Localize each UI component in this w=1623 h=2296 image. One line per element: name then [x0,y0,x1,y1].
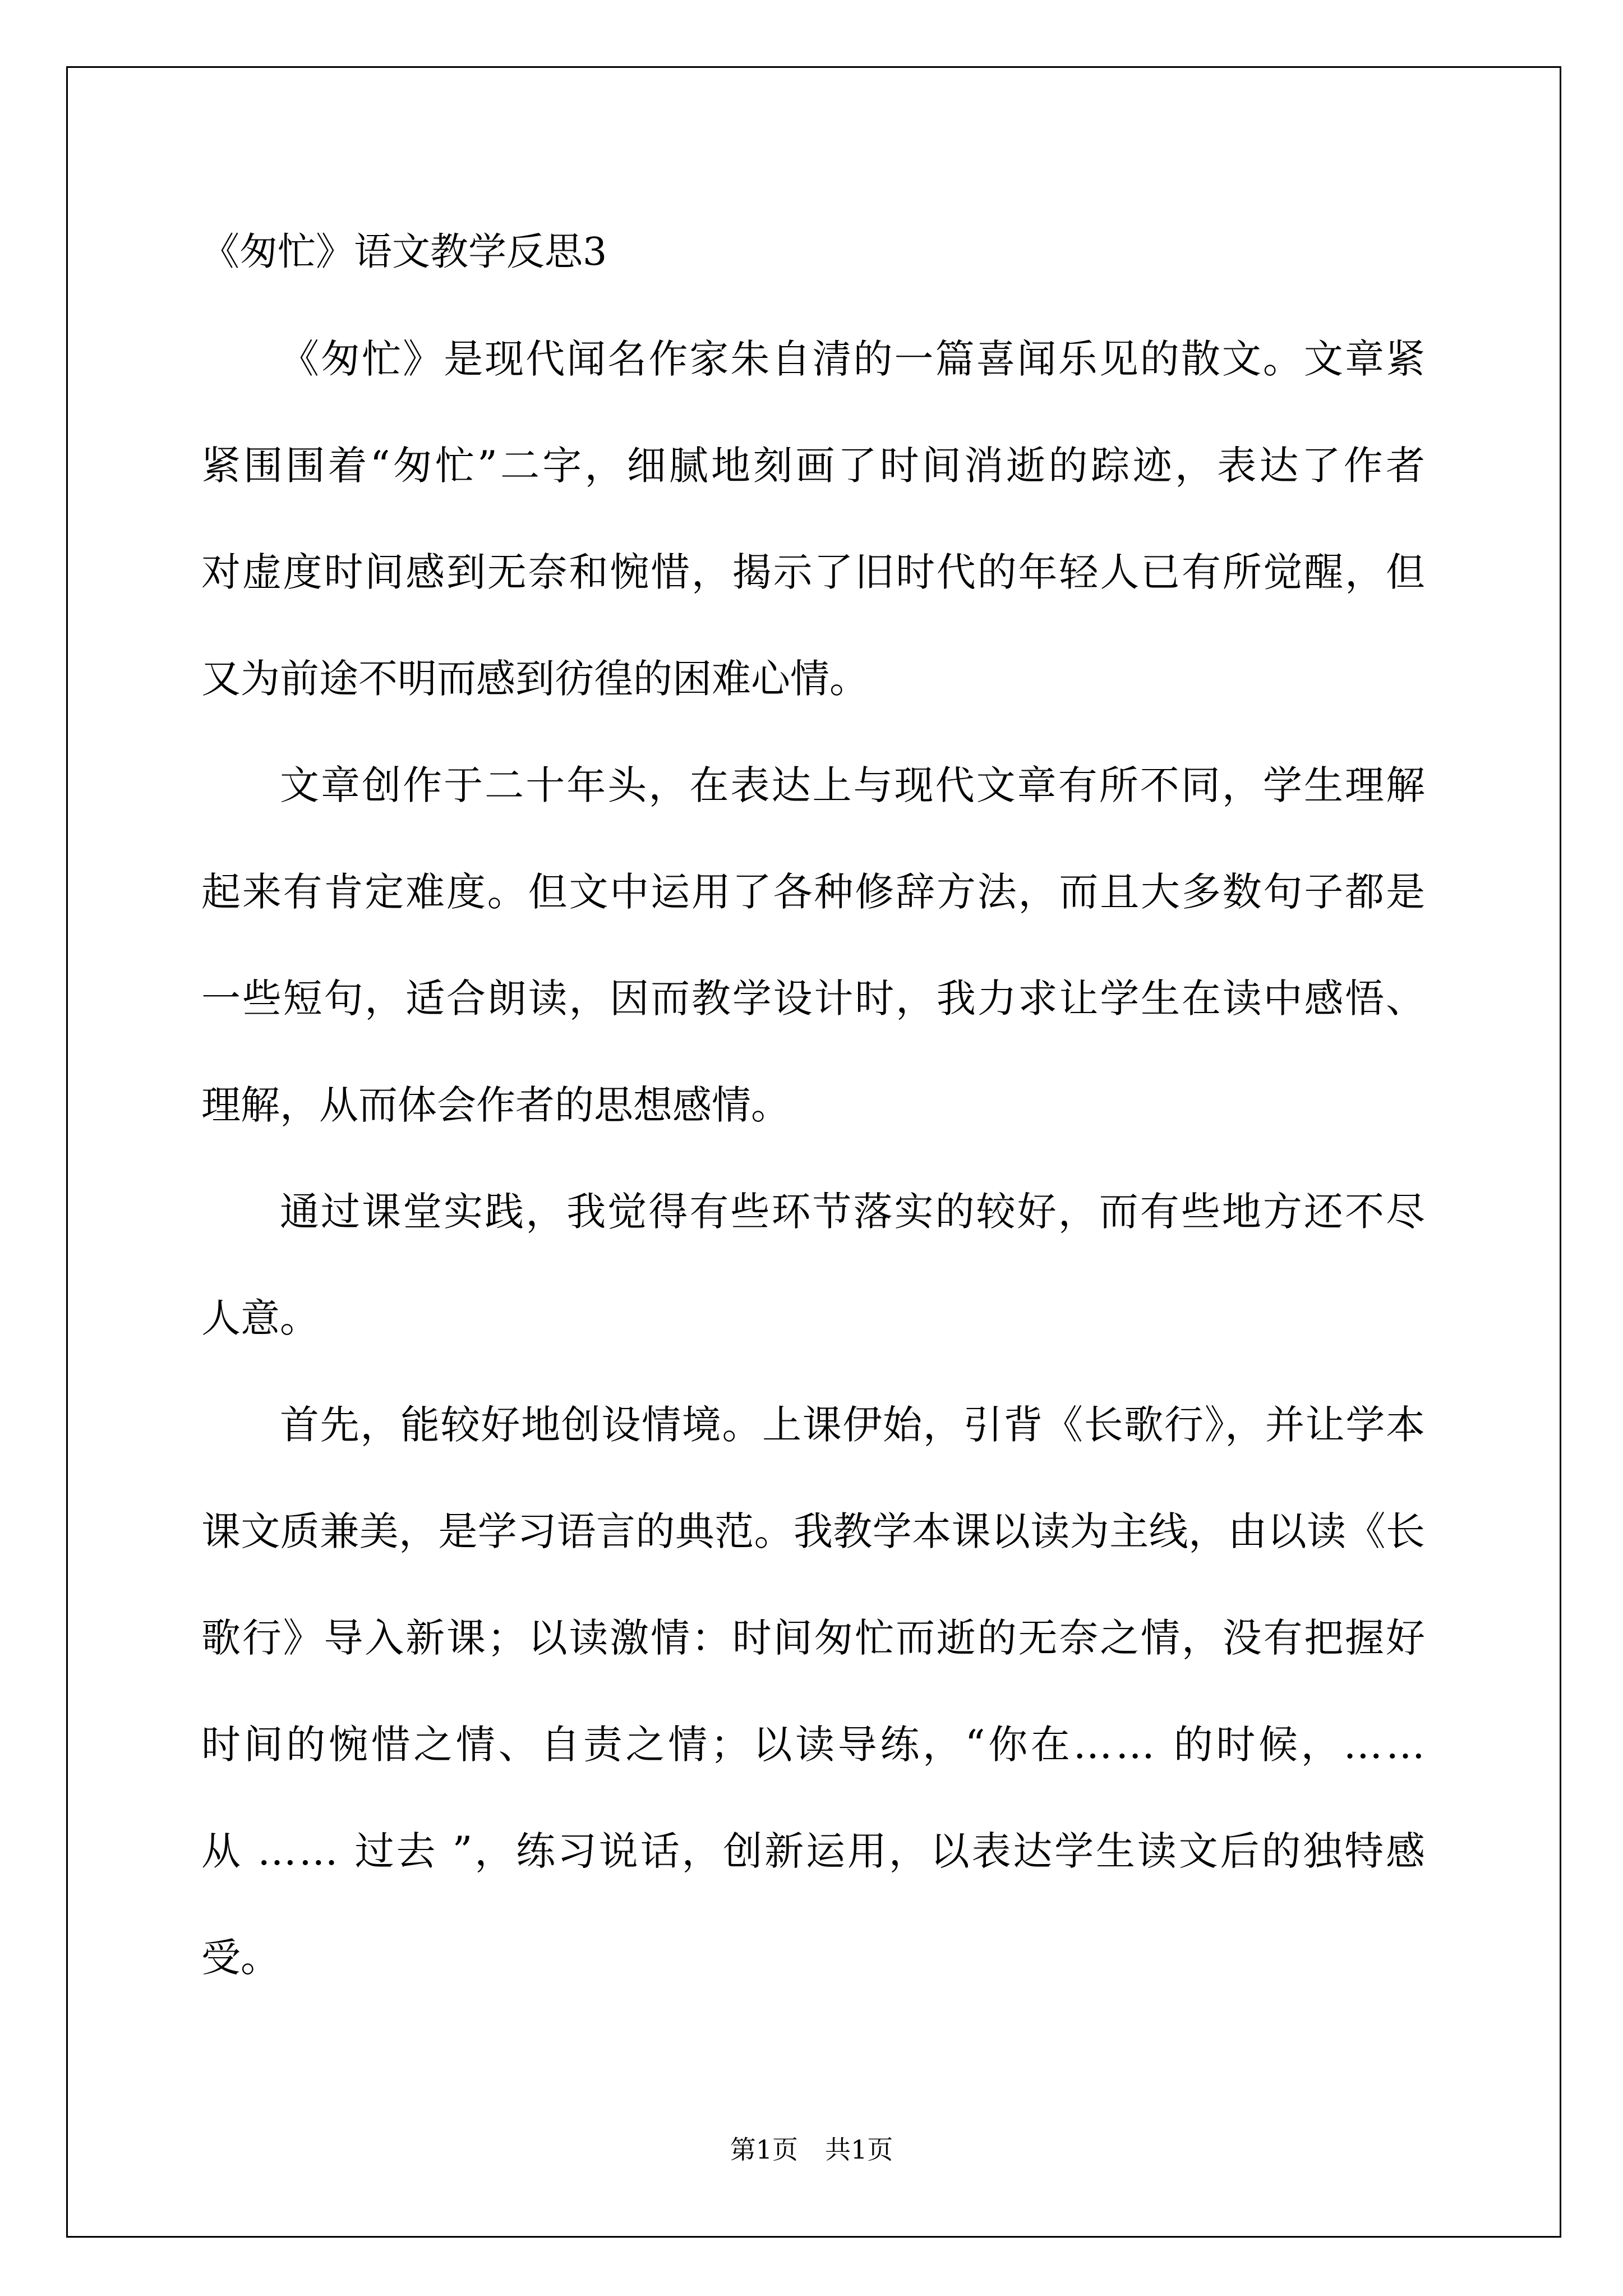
paragraph-line: 又为前途不明而感到彷徨的困难心情。 [201,656,869,702]
paragraph-line: 从 …… 过去 ”，练习说话，创新运用，以表达学生读文后的独特感 [201,1828,1427,1874]
paragraph-line: 《匆忙》是现代闻名作家朱自清的一篇喜闻乐见的散文。文章紧 [280,336,1427,382]
paragraph [201,1372,1428,2011]
paragraph [201,306,1428,732]
footer-page-number: 第1页 [730,2134,798,2165]
paragraph-line: 歌行》导入新课；以读激情：时间匆忙而逝的无奈之情，没有把握好 [201,1615,1427,1661]
paragraph-line: 通过课堂实践，我觉得有些环节落实的较好，而有些地方还不尽 [280,1189,1427,1235]
paragraph-line: 受。 [201,1935,280,1981]
document-body [201,306,1428,2011]
page-footer [0,2132,1623,2168]
paragraph-line: 文章创作于二十年头，在表达上与现代文章有所不同，学生理解 [280,762,1427,808]
paragraph-line: 一些短句，适合朗读，因而教学设计时，我力求让学生在读中感悟、 [201,976,1427,1022]
paragraph-line: 紧围围着“匆忙”二字，细腻地刻画了时间消逝的踪迹，表达了作者 [201,443,1428,489]
paragraph-line: 对虚度时间感到无奈和惋惜，揭示了旧时代的年轻人已有所觉醒，但 [201,549,1427,595]
paragraph-line: 起来有肯定难度。但文中运用了各种修辞方法，而且大多数句子都是 [201,869,1427,915]
paragraph [201,732,1425,1158]
footer-page-count: 共1页 [825,2134,893,2165]
paragraph-line: 时间的惋惜之情、自责之情；以读导练，“你在…… 的时候，…… [201,1722,1428,1768]
paragraph-line: 课文质兼美，是学习语言的典范。我教学本课以读为主线，由以读《长 [201,1508,1426,1554]
document-title: 《匆忙》语文教学反思3 [201,230,607,274]
paragraph-line: 人意。 [201,1295,319,1341]
paragraph [201,1158,1425,1372]
paragraph-line: 理解，从而体会作者的思想感情。 [201,1082,790,1128]
paragraph-line: 首先，能较好地创设情境。上课伊始，引背《长歌行》，并让学本 [280,1402,1426,1448]
